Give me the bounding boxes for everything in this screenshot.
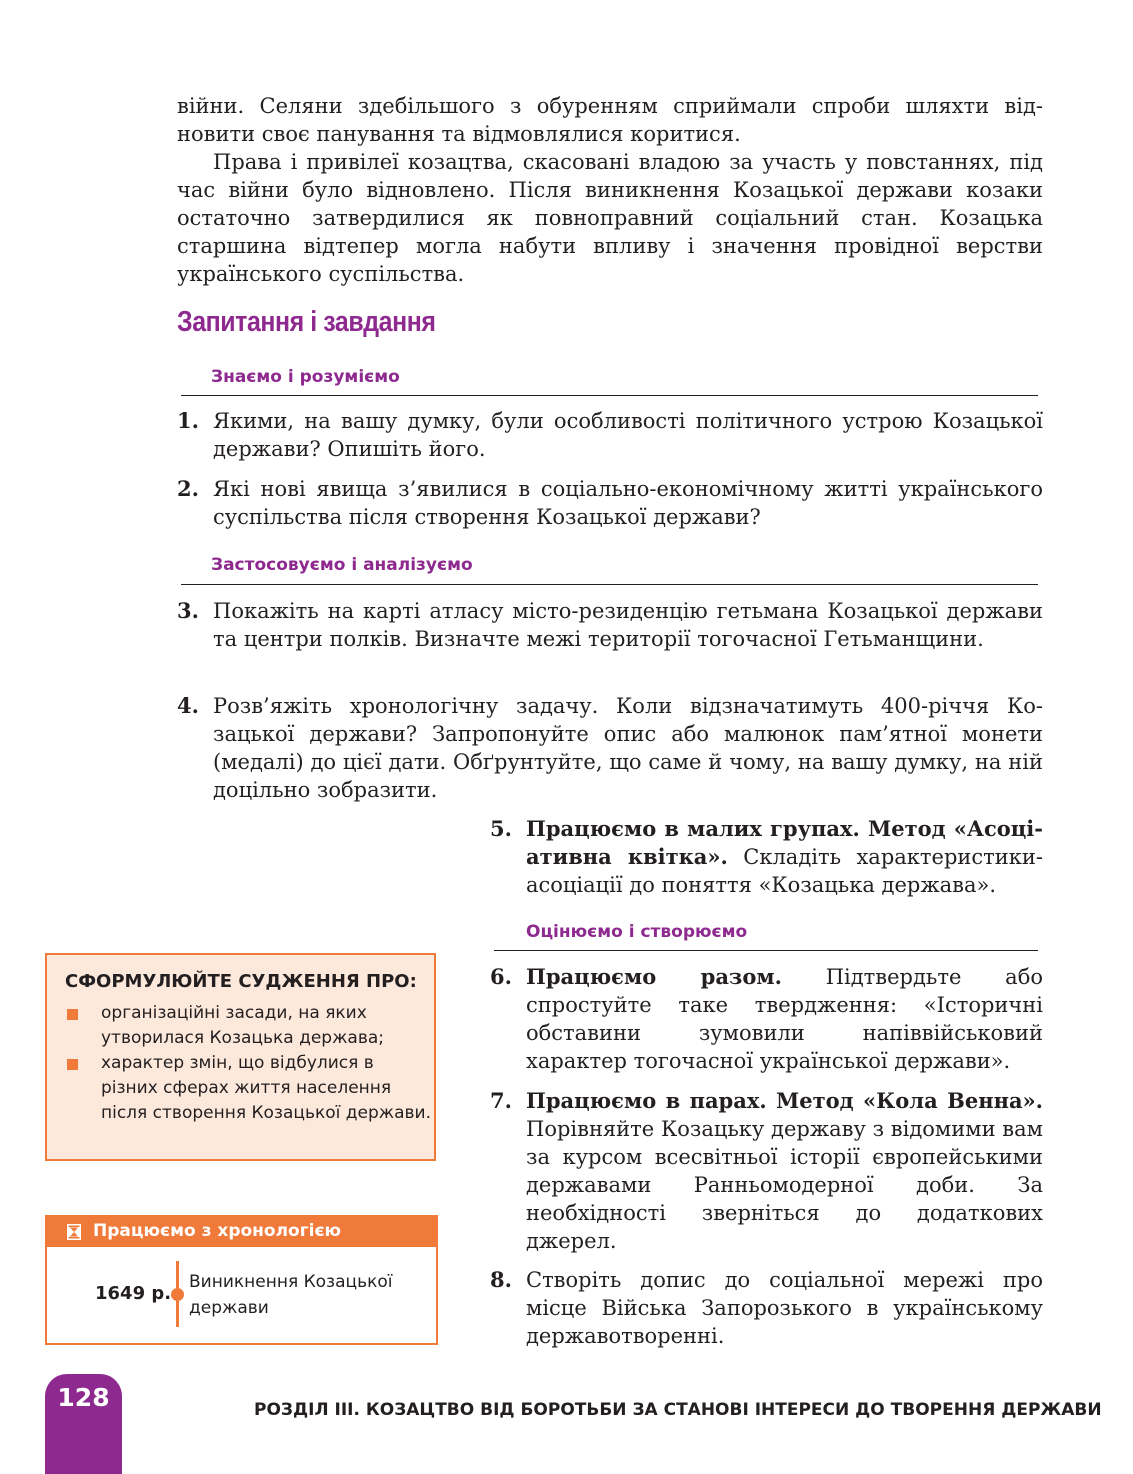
question-text: Створіть допис до соціальної мережі про місце Війська Запорозького в українському державотворенні. — [526, 1268, 1043, 1348]
question-body: Порівняйте Козацьку державу з відомими вам за курсом всесвітньої історії європейськими державами Ранньомодерної доби. За необхідності зверніться до додаткових джерел. — [526, 1117, 1043, 1253]
question-text: Розв’яжіть хронологічну задачу. Коли відзначатимуть 400-річчя Козацької держави? Запропонуйте опис або малюнок пам’ятної монети (медалі) до цієї дати. Обґрунтуйте, що саме й чому, на вашу думку, на ній доцільно зобразити. — [213, 694, 1043, 802]
subhead-evaluate: Оцінюємо і створюємо — [526, 922, 748, 942]
question-number: 7. — [490, 1088, 512, 1113]
page-number-tab — [45, 1374, 122, 1474]
question-body: Складіть характеристики-асоціації до поняття «Козацька держава». — [526, 845, 1043, 897]
question-text — [526, 1087, 1043, 1255]
question-number: 5. — [490, 816, 512, 841]
square-bullet-icon — [67, 1009, 78, 1020]
chronology-box-title: Працюємо з хронологією — [93, 1221, 342, 1241]
question-text — [526, 963, 1043, 1075]
question-text: Покажіть на карті атласу місто-резиденцію гетьмана Козацької держави та центри полків. Визначте межі території тогочасної Гетьманщини. — [213, 599, 1043, 651]
judgement-box — [45, 953, 436, 1161]
subhead-apply: Застосовуємо і аналізуємо — [211, 555, 473, 575]
timeline-dot — [171, 1288, 184, 1301]
question-number: 1. — [177, 408, 199, 433]
question-number: 8. — [490, 1267, 512, 1292]
square-bullet-icon — [67, 1059, 78, 1070]
question-text: Якими, на вашу думку, були особливості політичного устрою Козацької держави? Опишіть його. — [213, 409, 1043, 461]
question-bold-lead: Працюємо в парах. Метод «Кола Венна». — [526, 1088, 1043, 1113]
divider-rule — [494, 950, 1038, 951]
divider-rule — [181, 395, 1038, 396]
question-text — [526, 815, 1043, 899]
judgement-item: організаційні засади, на яких утворилася Козацька держава; — [101, 1003, 384, 1048]
question-text: Які нові явища з’явилися в соціально-економічному житті українського суспільства після створення Козацької держави? — [213, 477, 1043, 529]
chronology-box — [45, 1215, 438, 1345]
question-number: 2. — [177, 476, 199, 501]
section-title: Запитання і завдання — [177, 306, 436, 338]
question-body: Підтвердьте або спростуйте таке твердження: «Історичні обставини зумовили напіввійськовий характер тогочасної української держави». — [526, 965, 1043, 1073]
judgement-item: характер змін, що відбулися в різних сферах життя населення після створення Козацької держави. — [101, 1053, 431, 1123]
chronology-box-header — [47, 1217, 436, 1247]
question-bold-lead: Працюємо разом. — [526, 964, 782, 989]
timeline-event: Виникнення Козацької держави — [189, 1272, 393, 1318]
intro-paragraph-2: Права і привілеї козацтва, скасовані владою за участь у повстаннях, під час війни було відновлено. Після виникнення Козацької держави козаки остаточно затвердилися як повноправний соціальний стан. Козацька старшина відтепер могла набути впливу і значення провідної верстви українського суспільства. — [177, 150, 1043, 286]
intro-paragraph-1: війни. Селяни здебільшого з обуренням сприймали спроби шляхти відновити своє панування та відмовлялися коритися. — [177, 94, 1043, 146]
question-number: 4. — [177, 693, 199, 718]
divider-rule — [181, 584, 1038, 585]
question-number: 6. — [490, 964, 512, 989]
question-number: 3. — [177, 598, 199, 623]
hourglass-icon — [67, 1224, 81, 1240]
question-bold-lead: Працюємо в малих групах. Метод «Асоціативна квітка». — [526, 816, 1043, 869]
running-footer: РОЗДІЛ ІІІ. КОЗАЦТВО ВІД БОРОТЬБИ ЗА СТАНОВІ ІНТЕРЕСИ ДО ТВОРЕННЯ ДЕРЖАВИ — [254, 1400, 1102, 1420]
page-number: 128 — [57, 1383, 110, 1412]
timeline-year: 1649 р. — [95, 1283, 172, 1304]
subhead-know: Знаємо і розуміємо — [211, 367, 400, 387]
judgement-box-title: СФОРМУЛЮЙТЕ СУДЖЕННЯ ПРО: — [65, 971, 417, 992]
